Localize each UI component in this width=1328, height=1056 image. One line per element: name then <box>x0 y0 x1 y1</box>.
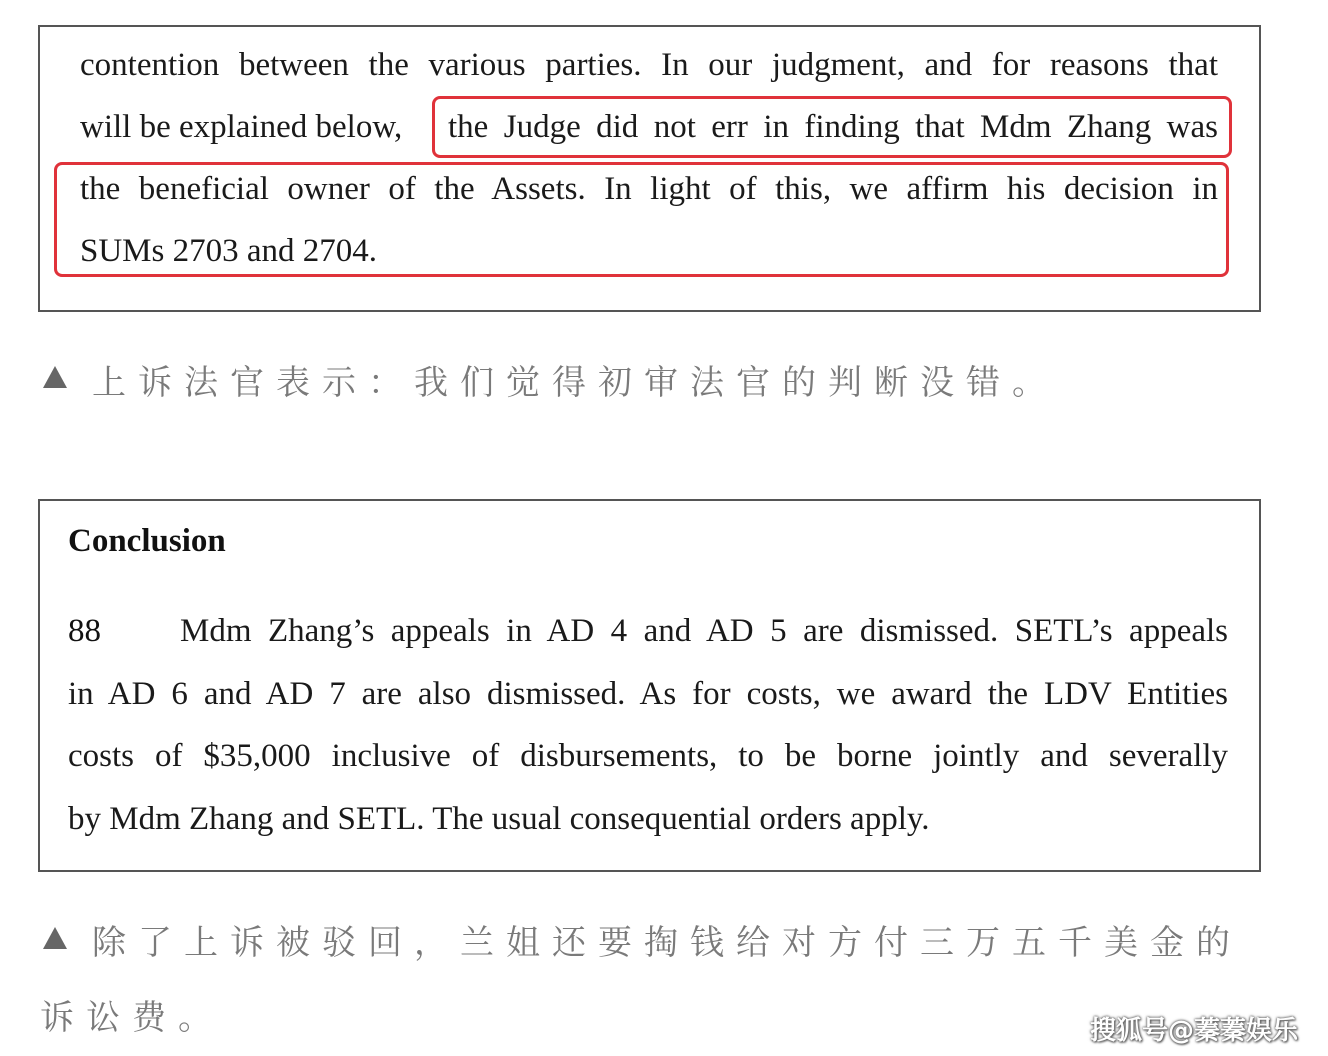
triangle-icon <box>43 366 67 388</box>
judgment-excerpt-1 <box>38 25 1261 312</box>
excerpt-2-line-2: in AD 6 and AD 7 are also dismissed. As for costs, we award the LDV Entities <box>68 676 1228 712</box>
excerpt-1-line-2-highlighted: the Judge did not err in finding that Mdm Zhang was <box>448 109 1218 145</box>
caption-2-line-2: 诉讼费。 <box>40 998 224 1038</box>
triangle-icon <box>43 927 67 949</box>
watermark: 搜狐号@蓁蓁娱乐 <box>1089 1016 1298 1046</box>
excerpt-1-line-4: SUMs 2703 and 2704. <box>80 233 378 269</box>
section-heading: Conclusion <box>68 523 226 559</box>
caption-2-line-1: 除了上诉被驳回，兰姐还要掏钱给对方付三万五千美金的 <box>92 923 1242 963</box>
excerpt-2-line-1: Mdm Zhang’s appeals in AD 4 and AD 5 are dismissed. SETL’s appeals <box>180 613 1228 649</box>
judgment-excerpt-2 <box>38 499 1261 872</box>
caption-1: 上诉法官表示：我们觉得初审法官的判断没错。 <box>92 363 1058 403</box>
excerpt-1-line-1: contention between the various parties. In our judgment, and for reasons that <box>80 47 1218 83</box>
paragraph-number: 88 <box>68 613 101 649</box>
excerpt-1-line-3: the beneficial owner of the Assets. In light of this, we affirm his decision in <box>80 171 1218 207</box>
excerpt-1-line-2-start: will be explained below, <box>80 109 403 145</box>
excerpt-2-line-3: costs of $35,000 inclusive of disbursements, to be borne jointly and severally <box>68 738 1228 774</box>
excerpt-2-line-4: by Mdm Zhang and SETL. The usual consequential orders apply. <box>68 801 930 837</box>
